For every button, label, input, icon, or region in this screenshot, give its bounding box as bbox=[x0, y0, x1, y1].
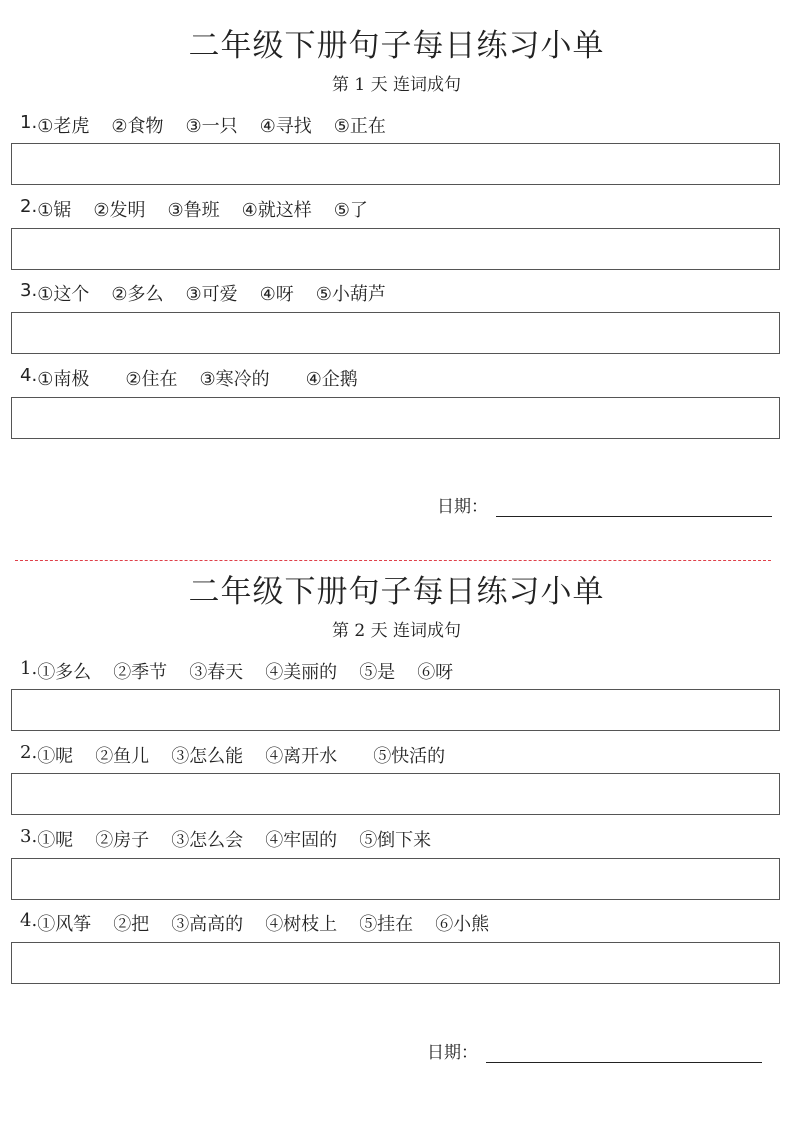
question-prompt bbox=[20, 742, 467, 768]
date-field bbox=[427, 1038, 762, 1063]
date-input-line[interactable] bbox=[486, 1044, 762, 1063]
question-prompt bbox=[20, 910, 511, 936]
word-item: ④树枝上 bbox=[265, 914, 338, 935]
word-item: ⑤是 bbox=[359, 662, 396, 683]
word-item: ⑥呀 bbox=[417, 662, 454, 683]
word-item: ①南极 bbox=[37, 369, 90, 390]
question-number: 4. bbox=[20, 910, 38, 931]
answer-box[interactable] bbox=[11, 942, 780, 984]
word-item: ②多么 bbox=[111, 284, 164, 305]
word-item: ④呀 bbox=[259, 284, 294, 305]
answer-box[interactable] bbox=[11, 312, 780, 354]
word-item: ④企鹅 bbox=[305, 369, 358, 390]
word-item: ①这个 bbox=[37, 284, 90, 305]
question-number: 3. bbox=[20, 280, 38, 301]
answer-box[interactable] bbox=[11, 689, 780, 731]
date-field bbox=[437, 492, 772, 517]
word-item: ⑤了 bbox=[333, 200, 368, 221]
word-item: ③可爱 bbox=[185, 284, 238, 305]
word-item: ③春天 bbox=[189, 662, 244, 683]
word-item: ④离开水 bbox=[265, 746, 338, 767]
word-item: ②发明 bbox=[93, 200, 146, 221]
word-item: ⑤挂在 bbox=[359, 914, 414, 935]
word-item: ③高高的 bbox=[171, 914, 244, 935]
question-prompt bbox=[20, 196, 390, 222]
word-item: ②食物 bbox=[111, 116, 164, 137]
worksheet-title: 二年级下册句子每日练习小单 bbox=[188, 28, 605, 64]
word-item: ②季节 bbox=[113, 662, 168, 683]
answer-box[interactable] bbox=[11, 143, 780, 185]
word-item: ①老虎 bbox=[37, 116, 90, 137]
word-item: ④牢固的 bbox=[265, 830, 338, 851]
worksheet-subtitle: 第 2 天 连词成句 bbox=[331, 621, 462, 641]
word-item: ①风筝 bbox=[37, 914, 92, 935]
question-number: 1. bbox=[20, 658, 38, 679]
word-item: ⑤倒下来 bbox=[359, 830, 432, 851]
answer-box[interactable] bbox=[11, 397, 780, 439]
word-item: ③怎么会 bbox=[171, 830, 244, 851]
question-number: 2. bbox=[20, 742, 38, 763]
date-input-line[interactable] bbox=[496, 498, 772, 517]
word-item: ③寒冷的 bbox=[199, 369, 270, 390]
question-prompt bbox=[20, 365, 380, 391]
date-label: 日期： bbox=[427, 1043, 478, 1063]
answer-box[interactable] bbox=[11, 228, 780, 270]
word-item: ①多么 bbox=[37, 662, 92, 683]
word-item: ⑤小葫芦 bbox=[315, 284, 386, 305]
word-item: ⑤正在 bbox=[333, 116, 386, 137]
question-prompt bbox=[20, 826, 453, 852]
question-number: 1. bbox=[20, 112, 38, 133]
answer-box[interactable] bbox=[11, 858, 780, 900]
word-item: ②房子 bbox=[95, 830, 150, 851]
word-item: ③一只 bbox=[185, 116, 238, 137]
question-prompt bbox=[20, 658, 475, 684]
question-prompt bbox=[20, 112, 408, 138]
answer-box[interactable] bbox=[11, 773, 780, 815]
word-item: ⑤快活的 bbox=[373, 746, 446, 767]
word-item: ①呢 bbox=[37, 830, 74, 851]
word-item: ④寻找 bbox=[259, 116, 312, 137]
word-item: ②住在 bbox=[125, 369, 178, 390]
word-item: ④美丽的 bbox=[265, 662, 338, 683]
word-item: ②鱼儿 bbox=[95, 746, 150, 767]
word-item: ④就这样 bbox=[241, 200, 312, 221]
date-label: 日期： bbox=[437, 497, 488, 517]
question-prompt bbox=[20, 280, 408, 306]
question-number: 4. bbox=[20, 365, 38, 386]
question-number: 3. bbox=[20, 826, 38, 847]
word-item: ⑥小熊 bbox=[435, 914, 490, 935]
worksheet-subtitle: 第 1 天 连词成句 bbox=[331, 75, 462, 95]
word-item: ②把 bbox=[113, 914, 150, 935]
word-item: ①呢 bbox=[37, 746, 74, 767]
word-item: ①锯 bbox=[37, 200, 72, 221]
word-item: ③怎么能 bbox=[171, 746, 244, 767]
cut-divider bbox=[15, 560, 771, 561]
question-number: 2. bbox=[20, 196, 38, 217]
worksheet-title: 二年级下册句子每日练习小单 bbox=[188, 574, 605, 610]
word-item: ③鲁班 bbox=[167, 200, 220, 221]
